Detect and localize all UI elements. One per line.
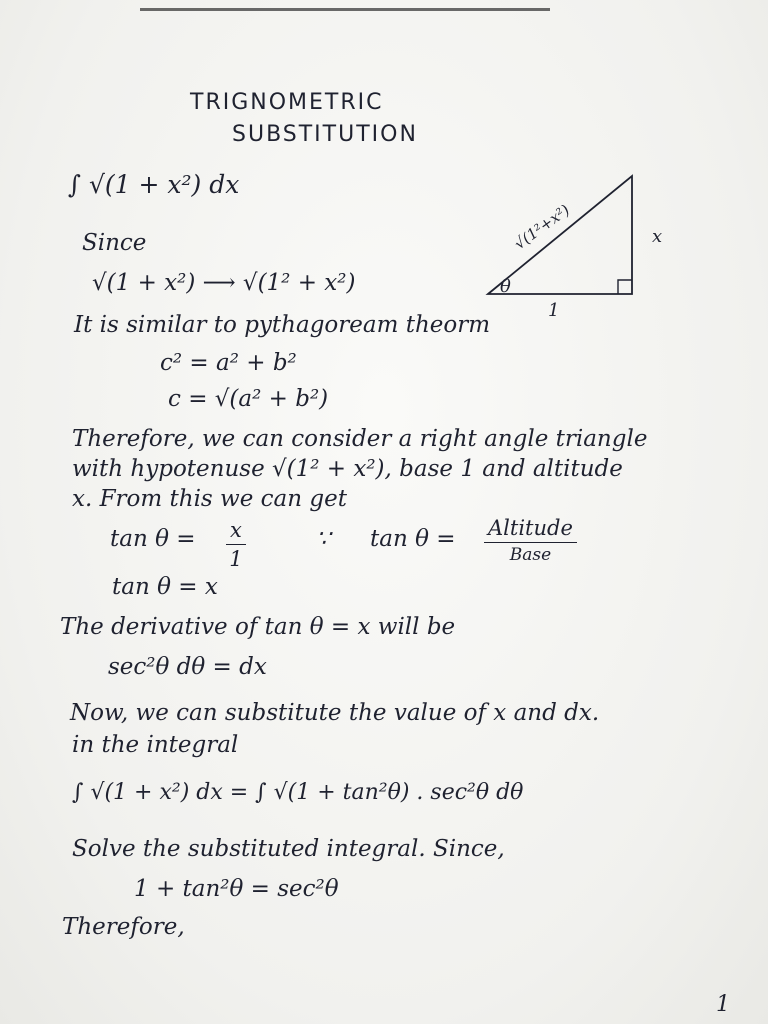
title-line-1: TRIGNOMETRIC	[190, 90, 384, 115]
substitute-line-2: in the integral	[72, 732, 239, 758]
triangle-base-label: 1	[548, 300, 560, 321]
tan-result: tan θ = x	[112, 574, 218, 600]
tan-rhs: tan θ =	[370, 526, 456, 552]
therefore-line-1: Therefore, we can consider a right angle triangle	[72, 426, 648, 452]
derivative-line: The derivative of tan θ = x will be	[60, 614, 456, 640]
substitute-line-1: Now, we can substitute the value of x and dx.	[70, 700, 600, 726]
tan-fraction-denominator: 1	[229, 547, 243, 571]
page-number: 1	[716, 992, 730, 1017]
therefore-line-3: x. From this we can get	[72, 486, 347, 512]
since-expression: √(1 + x²) ⟶ √(1² + x²)	[92, 270, 356, 296]
integral-expression: ∫ √(1 + x²) dx	[68, 170, 240, 199]
pythagoras-line: It is similar to pythagoream theorm	[74, 312, 491, 338]
base-label: Base	[509, 545, 552, 565]
derivative-equation: sec²θ dθ = dx	[108, 654, 267, 680]
right-angle-mark	[618, 280, 632, 294]
because-symbol: ∵	[316, 526, 331, 552]
substituted-integral: ∫ √(1 + x²) dx = ∫ √(1 + tan²θ) . sec²θ dθ	[72, 780, 524, 805]
therefore-line-2: with hypotenuse √(1² + x²), base 1 and altitude	[72, 456, 623, 482]
tan-lhs: tan θ =	[110, 526, 196, 552]
tan-fraction-numerator: x	[226, 518, 246, 545]
title-line-2: SUBSTITUTION	[232, 122, 418, 147]
altitude-base-fraction	[484, 516, 577, 565]
hypotenuse-equation: c = √(a² + b²)	[168, 386, 329, 412]
page-top-edge	[140, 8, 550, 11]
identity-equation: 1 + tan²θ = sec²θ	[134, 876, 339, 902]
therefore-end: Therefore,	[62, 914, 185, 940]
solve-line: Solve the substituted integral. Since,	[72, 836, 505, 862]
pythagoras-equation: c² = a² + b²	[160, 350, 297, 376]
altitude-label: Altitude	[484, 516, 577, 543]
tan-fraction	[226, 518, 246, 571]
triangle-hypotenuse-label: √(1²+x²)	[510, 200, 574, 254]
triangle-angle-label: θ	[500, 276, 511, 297]
since-label: Since	[82, 230, 147, 256]
triangle-opposite-label: x	[652, 226, 663, 247]
